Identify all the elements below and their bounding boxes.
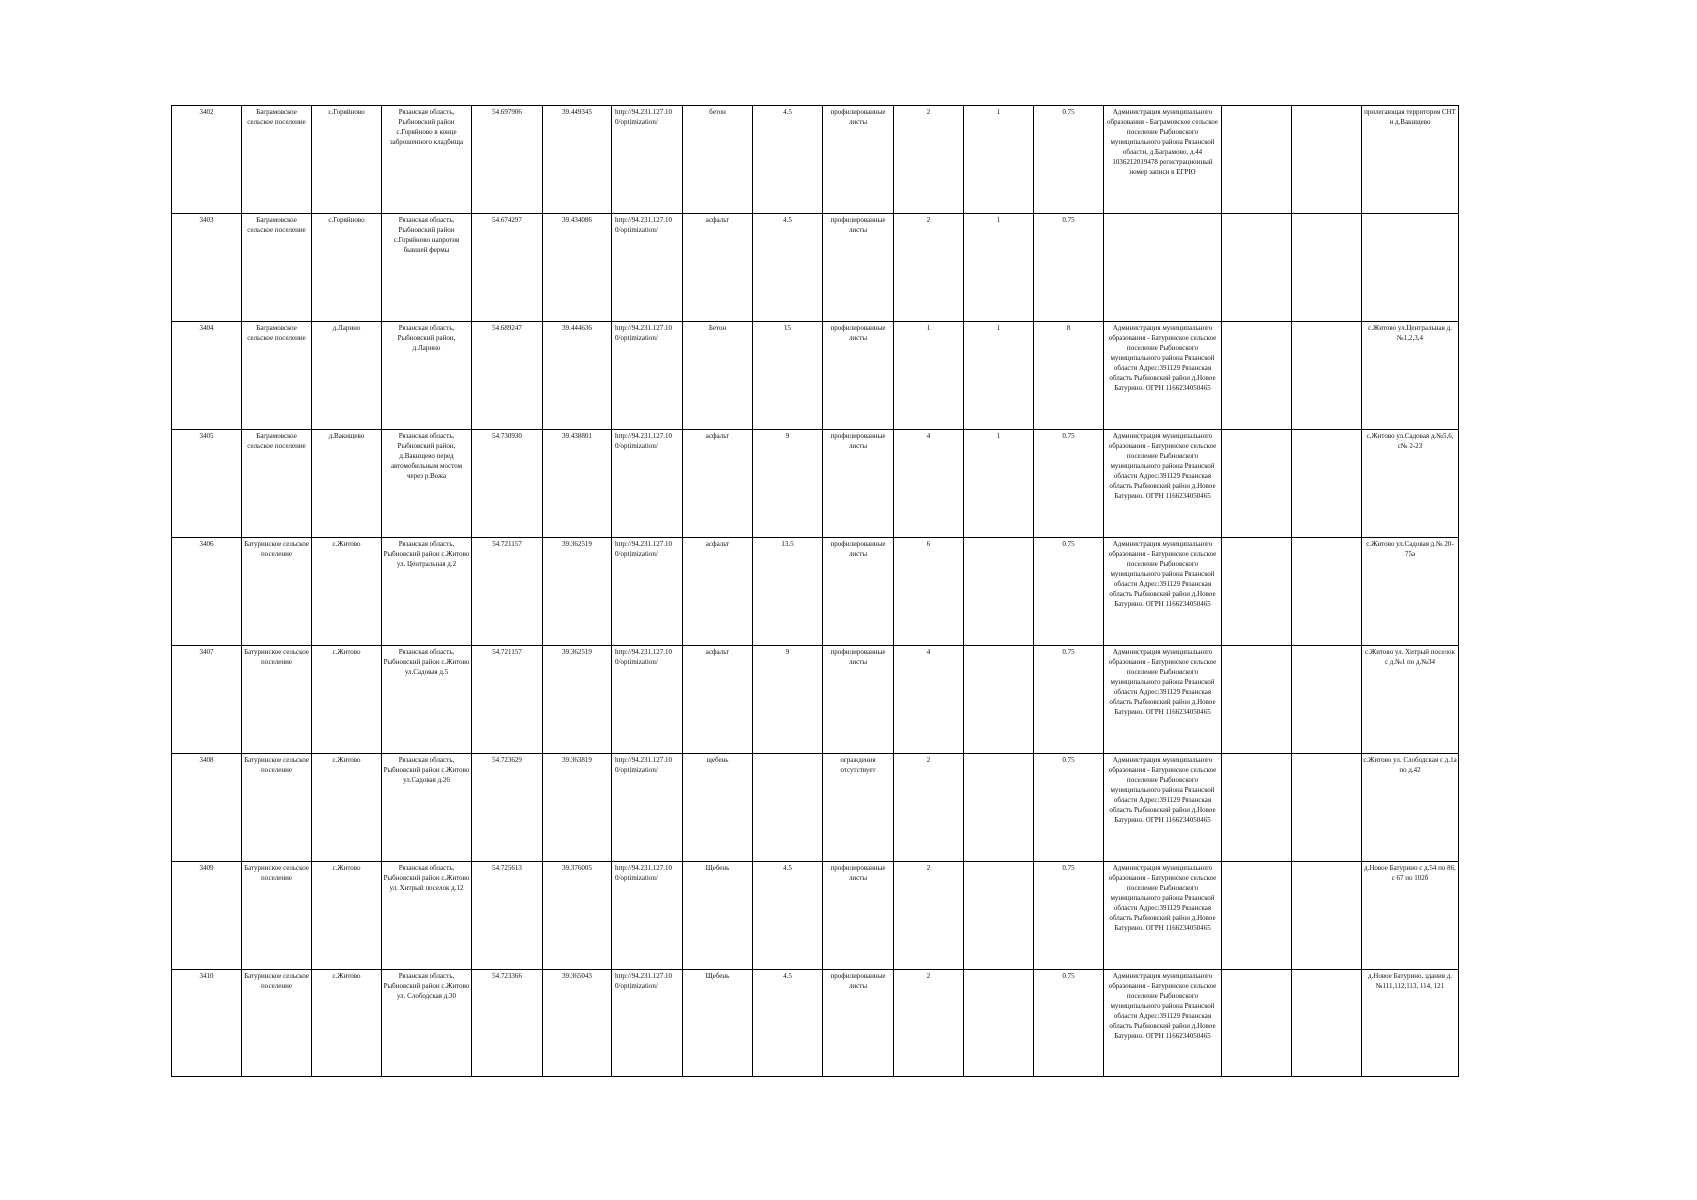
- area-cell: 9: [753, 430, 823, 538]
- container-count-cell: 4: [894, 430, 964, 538]
- empty-cell: [1222, 106, 1292, 214]
- map-link-cell[interactable]: http://94.231.127.10 0/optimization/: [612, 970, 683, 1077]
- address-cell: Рязанская область, Рыбновский район, д.Вакнщево перед автомобильным мостом через р.Вожа: [382, 430, 472, 538]
- map-link-cell[interactable]: http://94.231.127.10 0/optimization/: [612, 646, 683, 754]
- surface-cell: асфальт: [683, 214, 753, 322]
- latitude-cell: 54.721157: [472, 538, 543, 646]
- longitude-cell: 39.434086: [543, 214, 612, 322]
- owner-cell: Администрация муниципального образования - Батуринское сельское поселение Рыбновского муниципального района Рязанской области Адрес:391129 Рязанская область Рыбновский район д.Новое Батурино. ОГРН 1166234050465: [1104, 538, 1222, 646]
- serviced-area-cell: с.Житово ул.Центральная д.№1,2,3,4: [1362, 322, 1459, 430]
- container-count-cell: 4: [894, 646, 964, 754]
- empty-cell: [1222, 754, 1292, 862]
- table-row: [172, 970, 1459, 1077]
- fence-cell: профилированные листы: [823, 970, 894, 1077]
- latitude-cell: 54.723366: [472, 970, 543, 1077]
- count-cell: [964, 646, 1034, 754]
- empty-cell: [1222, 322, 1292, 430]
- row-id-cell: 3406: [172, 538, 242, 646]
- serviced-area-cell: с.Житово ул.Садовая д.№ 20-75а: [1362, 538, 1459, 646]
- count-cell: [964, 862, 1034, 970]
- count-cell: 1: [964, 322, 1034, 430]
- surface-cell: бетон: [683, 106, 753, 214]
- count-cell: 1: [964, 106, 1034, 214]
- volume-cell: 0.75: [1034, 430, 1104, 538]
- settlement-cell: Батуринское сельское поселение: [242, 754, 312, 862]
- latitude-cell: 54.697906: [472, 106, 543, 214]
- serviced-area-cell: д.Новое Батурино, здания д. №111,112,113, 114, 121: [1362, 970, 1459, 1077]
- row-id-cell: 3404: [172, 322, 242, 430]
- row-id-cell: 3403: [172, 214, 242, 322]
- container-count-cell: 2: [894, 106, 964, 214]
- empty-cell: [1292, 646, 1362, 754]
- address-cell: Рязанская область, Рыбновский район с.Житово ул. Центральная д.2: [382, 538, 472, 646]
- container-count-cell: 2: [894, 754, 964, 862]
- fence-cell: профилированные листы: [823, 106, 894, 214]
- address-cell: Рязанская область, Рыбновский район с.Горяйново в конце заброшенного кладбища: [382, 106, 472, 214]
- settlement-cell: Баграмовское сельское поселение: [242, 430, 312, 538]
- settlement-cell: Баграмовское сельское поселение: [242, 322, 312, 430]
- row-id-cell: 3409: [172, 862, 242, 970]
- empty-cell: [1222, 430, 1292, 538]
- volume-cell: 0.75: [1034, 646, 1104, 754]
- serviced-area-cell: с.Житово ул. Слободская с д.1а по д.42: [1362, 754, 1459, 862]
- settlement-cell: Батуринское сельское поселение: [242, 862, 312, 970]
- container-count-cell: 2: [894, 862, 964, 970]
- surface-cell: асфальт: [683, 538, 753, 646]
- volume-cell: 0.75: [1034, 862, 1104, 970]
- longitude-cell: 39.362519: [543, 538, 612, 646]
- fence-cell: профилированные листы: [823, 430, 894, 538]
- fence-cell: профилированные листы: [823, 214, 894, 322]
- owner-cell: Администрация муниципального образования - Батуринское сельское поселение Рыбновского муниципального района Рязанской области Адрес:391129 Рязанская область Рыбновский район д.Новое Батурино. ОГРН 1166234050465: [1104, 322, 1222, 430]
- surface-cell: асфальт: [683, 430, 753, 538]
- empty-cell: [1292, 430, 1362, 538]
- latitude-cell: 54.725613: [472, 862, 543, 970]
- longitude-cell: 39.362519: [543, 646, 612, 754]
- empty-cell: [1222, 970, 1292, 1077]
- count-cell: 1: [964, 430, 1034, 538]
- container-count-cell: 2: [894, 214, 964, 322]
- longitude-cell: 39.363819: [543, 754, 612, 862]
- empty-cell: [1292, 970, 1362, 1077]
- row-id-cell: 3408: [172, 754, 242, 862]
- empty-cell: [1292, 754, 1362, 862]
- latitude-cell: 54.689247: [472, 322, 543, 430]
- container-count-cell: 2: [894, 970, 964, 1077]
- empty-cell: [1292, 106, 1362, 214]
- map-link-cell[interactable]: http://94.231.127.10 0/optimization/: [612, 322, 683, 430]
- settlement-cell: Баграмовское сельское поселение: [242, 106, 312, 214]
- settlement-cell: Батуринское сельское поселение: [242, 538, 312, 646]
- fence-cell: профилированные листы: [823, 322, 894, 430]
- area-cell: 4.5: [753, 862, 823, 970]
- count-cell: 1: [964, 214, 1034, 322]
- serviced-area-cell: прилегающая территория СНТ и д.Вакнщево: [1362, 106, 1459, 214]
- map-link-cell[interactable]: http://94.231.127.10 0/optimization/: [612, 214, 683, 322]
- address-cell: Рязанская область, Рыбновский район с.Житово ул.Садовая д.5: [382, 646, 472, 754]
- table-row: [172, 214, 1459, 322]
- empty-cell: [1292, 322, 1362, 430]
- locality-cell: с.Житово: [312, 646, 382, 754]
- longitude-cell: 39.449345: [543, 106, 612, 214]
- table-row: [172, 106, 1459, 214]
- empty-cell: [1222, 538, 1292, 646]
- table-row: [172, 646, 1459, 754]
- count-cell: [964, 754, 1034, 862]
- count-cell: [964, 538, 1034, 646]
- surface-cell: Щебень: [683, 862, 753, 970]
- empty-cell: [1222, 646, 1292, 754]
- table-row: [172, 322, 1459, 430]
- empty-cell: [1222, 862, 1292, 970]
- volume-cell: 0.75: [1034, 970, 1104, 1077]
- owner-cell: [1104, 214, 1222, 322]
- settlement-cell: Батуринское сельское поселение: [242, 646, 312, 754]
- row-id-cell: 3410: [172, 970, 242, 1077]
- map-link-cell[interactable]: http://94.231.127.10 0/optimization/: [612, 862, 683, 970]
- settlement-cell: Баграмовское сельское поселение: [242, 214, 312, 322]
- longitude-cell: 39.444636: [543, 322, 612, 430]
- serviced-area-cell: [1362, 214, 1459, 322]
- locality-cell: с.Житово: [312, 970, 382, 1077]
- locality-cell: с.Житово: [312, 862, 382, 970]
- table-row: [172, 754, 1459, 862]
- locality-cell: с.Горяйново: [312, 106, 382, 214]
- surface-cell: щебень: [683, 754, 753, 862]
- fence-cell: профилированные листы: [823, 862, 894, 970]
- area-cell: 15: [753, 322, 823, 430]
- locality-cell: д.Вакнщево: [312, 430, 382, 538]
- table-row: [172, 430, 1459, 538]
- container-count-cell: 6: [894, 538, 964, 646]
- empty-cell: [1222, 214, 1292, 322]
- area-cell: 13.5: [753, 538, 823, 646]
- table-body: [172, 106, 1459, 1077]
- latitude-cell: 54.723629: [472, 754, 543, 862]
- table-row: [172, 538, 1459, 646]
- map-link-cell[interactable]: http://94.231.127.10 0/optimization/: [612, 538, 683, 646]
- count-cell: [964, 970, 1034, 1077]
- table-row: [172, 862, 1459, 970]
- map-link-cell[interactable]: http://94.231.127.10 0/optimization/: [612, 430, 683, 538]
- fence-cell: ограждения отсутствует: [823, 754, 894, 862]
- address-cell: Рязанская область, Рыбновский район с.Житово ул. Слободская д.30: [382, 970, 472, 1077]
- registry-table: [171, 105, 1459, 1077]
- empty-cell: [1292, 538, 1362, 646]
- locality-cell: с.Горяйново: [312, 214, 382, 322]
- longitude-cell: 39.438801: [543, 430, 612, 538]
- latitude-cell: 54.730930: [472, 430, 543, 538]
- volume-cell: 0.75: [1034, 538, 1104, 646]
- serviced-area-cell: д.Новое Батурино с д.54 по 86, с 67 по 102б: [1362, 862, 1459, 970]
- row-id-cell: 3407: [172, 646, 242, 754]
- area-cell: 4.5: [753, 106, 823, 214]
- container-count-cell: 1: [894, 322, 964, 430]
- fence-cell: профилированные листы: [823, 538, 894, 646]
- area-cell: 4.5: [753, 214, 823, 322]
- locality-cell: с.Житово: [312, 754, 382, 862]
- area-cell: 4.5: [753, 970, 823, 1077]
- row-id-cell: 3402: [172, 106, 242, 214]
- surface-cell: Щебень: [683, 970, 753, 1077]
- latitude-cell: 54.674297: [472, 214, 543, 322]
- owner-cell: Администрация муниципального образования - Баграмовское сельское поселение Рыбновского муниципального района Рязанской области, д.Баграмово, д.44 1036212019478 регистрационный номер записи в ЕГРЮ: [1104, 106, 1222, 214]
- owner-cell: Администрация муниципального образования - Батуринское сельское поселение Рыбновского муниципального района Рязанской области Адрес:391129 Рязанская область Рыбновский район д.Новое Батурино. ОГРН 1166234050465: [1104, 862, 1222, 970]
- row-id-cell: 3405: [172, 430, 242, 538]
- volume-cell: 0.75: [1034, 754, 1104, 862]
- locality-cell: д.Ларино: [312, 322, 382, 430]
- empty-cell: [1292, 214, 1362, 322]
- area-cell: 9: [753, 646, 823, 754]
- owner-cell: Администрация муниципального образования - Батуринское сельское поселение Рыбновского муниципального района Рязанской области Адрес:391129 Рязанская область Рыбновский район д.Новое Батурино. ОГРН 1166234050465: [1104, 970, 1222, 1077]
- surface-cell: Бетон: [683, 322, 753, 430]
- empty-cell: [1292, 862, 1362, 970]
- map-link-cell[interactable]: http://94.231.127.10 0/optimization/: [612, 106, 683, 214]
- fence-cell: профилированные листы: [823, 646, 894, 754]
- address-cell: Рязанская область, Рыбновский район с.Житово ул.Садовая д.26: [382, 754, 472, 862]
- volume-cell: 0.75: [1034, 106, 1104, 214]
- surface-cell: асфальт: [683, 646, 753, 754]
- locality-cell: с.Житово: [312, 538, 382, 646]
- address-cell: Рязанская область, Рыбновский район с.Житово ул. Хитрый поселок д.12: [382, 862, 472, 970]
- address-cell: Рязанская область, Рыбновский район с.Горяйново напротив бывшей фермы: [382, 214, 472, 322]
- latitude-cell: 54.721157: [472, 646, 543, 754]
- volume-cell: 8: [1034, 322, 1104, 430]
- longitude-cell: 39.376005: [543, 862, 612, 970]
- longitude-cell: 39.365043: [543, 970, 612, 1077]
- serviced-area-cell: с.Житово ул. Хитрый поселок с д.№1 по д.№34: [1362, 646, 1459, 754]
- area-cell: [753, 754, 823, 862]
- settlement-cell: Батуринское сельское поселение: [242, 970, 312, 1077]
- serviced-area-cell: с.Житово ул.Садовая д.№5,6, с№ 2-23: [1362, 430, 1459, 538]
- map-link-cell[interactable]: http://94.231.127.10 0/optimization/: [612, 754, 683, 862]
- owner-cell: Администрация муниципального образования - Батуринское сельское поселение Рыбновского муниципального района Рязанской области Адрес:391129 Рязанская область Рыбновский район д.Новое Батурино. ОГРН 1166234050465: [1104, 646, 1222, 754]
- owner-cell: Администрация муниципального образования - Батуринское сельское поселение Рыбновского муниципального района Рязанской области Адрес:391129 Рязанская область Рыбновский район д.Новое Батурино. ОГРН 1166234050465: [1104, 754, 1222, 862]
- volume-cell: 0.75: [1034, 214, 1104, 322]
- address-cell: Рязанская область, Рыбновский район, д.Ларино: [382, 322, 472, 430]
- owner-cell: Администрация муниципального образования - Батуринское сельское поселение Рыбновского муниципального района Рязанской области Адрес:391129 Рязанская область Рыбновский район д.Новое Батурино. ОГРН 1166234050465: [1104, 430, 1222, 538]
